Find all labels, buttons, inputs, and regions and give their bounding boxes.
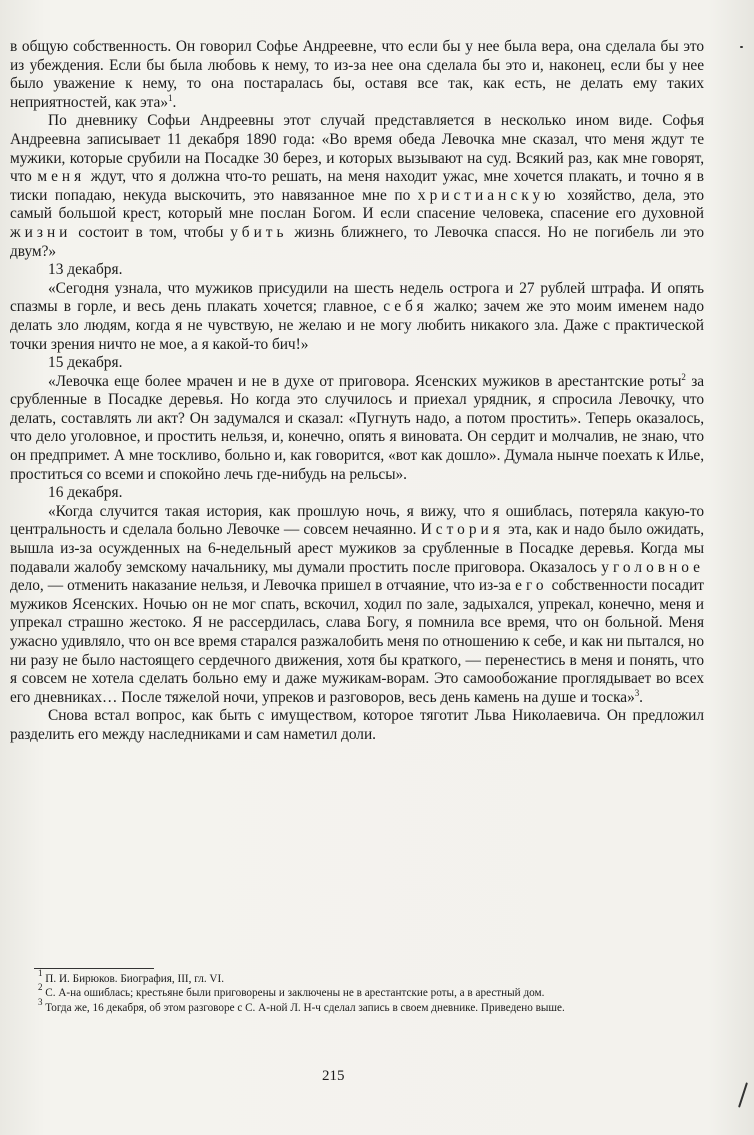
diary-date-15: 15 декабря. (48, 354, 123, 372)
footnote-3: $^3$ Тогда же, 16 декабря, об этом разговоре с С. А-ной Л. Н-ч сделал запись в своем дневнике. Приведено выше. (38, 996, 565, 1014)
diary-date-13: 13 декабря. (48, 261, 123, 279)
scan-mark (740, 46, 743, 48)
footnotes (10, 968, 704, 1015)
diary-date-16: 16 декабря. (48, 484, 123, 502)
scan-mark (738, 1082, 748, 1107)
spaced-word: уголовное (601, 558, 704, 576)
paragraph-2: По дневнику Софьи Андреевны этот случай представляется в несколько ином виде. Софья Андреевна записывает 11 декабря 1890 года: «Во время обеда Левочка мне сказал, что меня ждут те мужики, которые срубили на Посадке 30 берез, и которых вызывают на суд. Всякий раз, как мне говорят, что меня ждут, что я должна что-то решать, на меня находит ужас, мне хочется плакать, и точно я в тиски попадаю, некуда выскочить, это навязанное мне по христианскую хозяйство, дела, это самый большой крест, который мне послан Богом. И если спасение человека, спасение его духовной жизни состоит в том, чтобы убить жизнь ближнего, то Левочка спасся. Но не погибель ли это двум?» (10, 112, 705, 260)
main-text (10, 38, 704, 745)
paragraph-5: «Когда случится такая история, как прошлую ночь, я вижу, что я ошиблась, потеряла какую-то центральность и сделала больно Левочке — совсем нечаянно. История эта, как и надо было ожидать, вышла из-за осужденных на 6-недельный арест мужиков за срубленные в Посадке деревья. Когда мы подавали жалобу земскому начальнику, мы думали простить после приговора. Оказалось уголовное дело, — отменить наказание нельзя, и Левочка пришел в отчаяние, что из-за его собственности посадит мужиков Ясенских. Ночью он не мог спать, вскочил, ходил по зале, задыхался, упрекал, конечно, меня и упрекал страшно жестоко. Я не рассердилась, слава Богу, я помнила все время, что он больной. Меня ужасно удивляло, что он все время старался разжалобить меня по отношению к себе, и как ни пытался, но ни разу не было настоящего сердечного движения, хотя бы краткого, — перенестись в меня и понять, что я совсем не хотела сделать больно ему и даже мужикам-ворам. Это самообожание проглядывает во всех его дневниках… После тяжелой ночи, упреков и разговоров, весь день камень на душе и тоска»$^3$. (10, 502, 704, 706)
spaced-word: История (420, 521, 504, 539)
footnote-ref-3: 3 (634, 687, 640, 698)
footnote-divider (34, 968, 154, 969)
footnote-2: $^2$ С. А-на ошиблась; крестьяне были приговорены и заключены не в арестантские роты, а в арестный дом. (38, 982, 545, 1000)
spaced-word: убить (230, 223, 288, 241)
paragraph-4: «Левочка еще более мрачен и не в духе от приговора. Ясенских мужиков в арестантские роты$^2$ за срубленные в Посадке деревья. Но когда это случилось и приехал урядник, я спросила Левочку, что делать, составлять ли акт? Он задумался и сказал: «Пугнуть надо, а потом простить». Теперь оказалось, что дело уголовное, и простить нельзя, и, конечно, опять я виновата. Он сердит и молчалив, не знаю, что он предпримет. А мне тоскливо, больно и, как говорится, «вот как дошло». Думала нынче поехать к Илье, проститься со всеми и спокойно лечь где-нибудь на рельсы». (10, 371, 705, 483)
spaced-word: его (515, 577, 548, 595)
spaced-word: меня (37, 168, 86, 186)
paragraph-6: Снова встал вопрос, как быть с имуществом, которое тяготит Льва Николаевича. Он предложил разделить его между наследниками и сам наметил доли. (10, 707, 704, 743)
spaced-word: христианскую (417, 186, 560, 204)
paragraph-1: в общую собственность. Он говорил Софье Андреевне, что если бы у нее была вера, она сделала бы это из убеждения. Если бы была любовь к нему, то из-за нее она сделала бы это и, наконец, если бы у нее было уважение к нему, то она постаралась бы, оставя все так, как есть, не делать ему таких неприятностей, как эта»$^1$. (10, 38, 704, 111)
footnote-1: $^1$ П. И. Бирюков. Биография, III, гл. VI. (38, 968, 225, 985)
paragraph-3: «Сегодня узнала, что мужиков присудили на шесть недель острога и 27 рублей штрафа. И опять спазмы в горле, и весь день плакать хочется; главное, себя жалко; зачем же это моим именем надо делать зло людям, когда я не чувствую, не желаю и не могу любить никакого зла. Даже с практической точки зрения ничто не мое, а я какой-то бич!» (10, 279, 704, 353)
page-number: 215 (322, 1068, 345, 1084)
footnote-ref-1: 1 (167, 92, 173, 103)
spaced-word: жизни (10, 223, 72, 241)
spaced-word: себя (383, 298, 428, 316)
footnote-ref-2: 2 (681, 371, 686, 382)
